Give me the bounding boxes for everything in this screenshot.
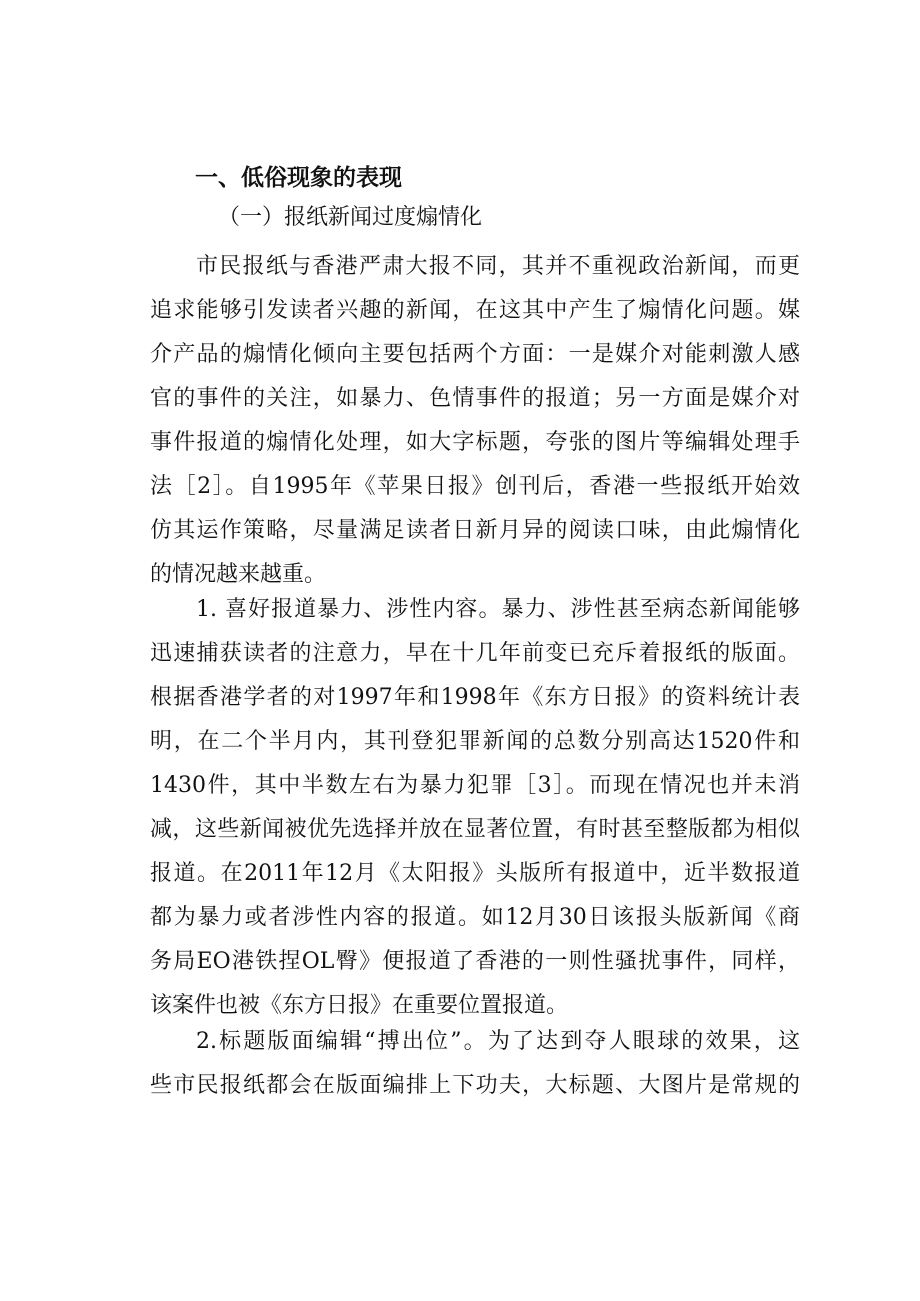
- paragraph-1: [150, 245, 800, 597]
- paragraph-line: 些市民报纸都会在版面编排上下功夫，大标题、大图片是常规的: [150, 1073, 800, 1098]
- paragraph-line: 根据香港学者的对1997年和1998年《东方日报》的资料统计表: [150, 685, 800, 710]
- paragraph-line: 明，在二个半月内，其刊登犯罪新闻的总数分别高达1520件和: [150, 729, 800, 754]
- paragraph-line: 减，这些新闻被优先选择并放在显著位置，有时甚至整版都为相似: [150, 817, 800, 842]
- section-heading: 一、低俗现象的表现: [195, 165, 402, 191]
- paragraph-line: 追求能够引发读者兴趣的新闻，在这其中产生了煽情化问题。媒: [150, 298, 800, 323]
- paragraph-line: 1. 喜好报道暴力、涉性内容。暴力、涉性甚至病态新闻能够: [196, 597, 800, 622]
- paragraph-line: 都为暴力或者涉性内容的报道。如12月30日该报头版新闻《商: [150, 905, 800, 930]
- paragraph-line: 务局EO港铁捏OL臀》便报道了香港的一则性骚扰事件，同样，: [150, 949, 800, 974]
- paragraph-line: 的情况越来越重。: [150, 562, 327, 587]
- paragraph-line: 报道。在2011年12月《太阳报》头版所有报道中，近半数报道: [150, 861, 800, 886]
- paragraph-3: [150, 1020, 800, 1108]
- paragraph-line: 事件报道的煽情化处理，如大字标题，夸张的图片等编辑处理手: [150, 430, 800, 455]
- paragraph-line: 1430件，其中半数左右为暴力犯罪［3］。而现在情况也并未消: [150, 773, 800, 798]
- paragraph-2: [150, 588, 800, 1028]
- paragraph-line: 该案件也被《东方日报》在重要位置报道。: [150, 993, 569, 1018]
- subsection-heading: （一）报纸新闻过度煽情化: [218, 205, 483, 230]
- paragraph-line: 官的事件的关注，如暴力、色情事件的报道；另一方面是媒介对: [150, 386, 800, 411]
- paragraph-line: 2.标题版面编辑“搏出位”。为了达到夺人眼球的效果，这: [196, 1029, 800, 1054]
- paragraph-line: 市民报纸与香港严肃大报不同，其并不重视政治新闻，而更: [196, 254, 800, 279]
- paragraph-line: 法［2］。自1995年《苹果日报》创刊后，香港一些报纸开始效: [150, 474, 800, 499]
- paragraph-line: 介产品的煽情化倾向主要包括两个方面：一是媒介对能刺激人感: [150, 342, 800, 367]
- paragraph-line: 仿其运作策略，尽量满足读者日新月异的阅读口味，由此煽情化: [150, 518, 800, 543]
- paragraph-line: 迅速捕获读者的注意力，早在十几年前变已充斥着报纸的版面。: [150, 641, 800, 666]
